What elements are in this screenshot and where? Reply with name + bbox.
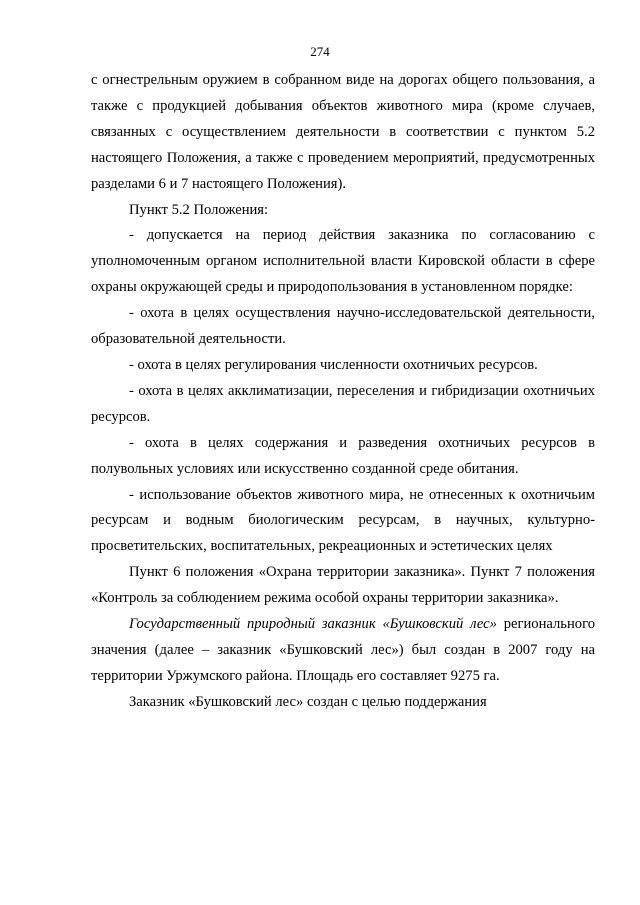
page-number: 274	[310, 44, 330, 59]
list-item-breeding: - охота в целях содержания и разведения охотничьих ресурсов в полувольных условиях или искусственно созданной среде обитания.	[91, 434, 595, 477]
list-item-research-hunting: - охота в целях осуществления научно-исследовательской деятельности, образовательной деятельности.	[91, 305, 595, 348]
paragraph-reserve-description	[91, 612, 595, 690]
paragraph-clause-5-2-heading: Пункт 5.2 Положения:	[129, 201, 269, 218]
paragraph-clauses-6-7: Пункт 6 положения «Охрана территории заказника». Пункт 7 положения «Контроль за соблюдением режима особой охраны территории заказника».	[91, 564, 595, 607]
list-item-acclimatization: - охота в целях акклиматизации, переселения и гибридизации охотничьих ресурсов.	[91, 382, 595, 425]
list-item-wildlife-use: - использование объектов животного мира, не отнесенных к охотничьим ресурсам и водным биологическим ресурсам, в научных, культурно-просветительских, воспитательных, рекреационных и эстетических целях	[91, 486, 595, 555]
reserve-description-text: регионального значения (далее – заказник «Бушковский лес») был создан в 2007 году на территории Уржумского района. Площадь его составляет 9275 га.	[91, 616, 595, 684]
reserve-name: Государственный природный заказник «Бушковский лес»	[129, 616, 497, 633]
paragraph-permitted-activities: - допускается на период действия заказника по согласованию с уполномоченным органом исполнительной власти Кировской области в сфере охраны окружающей среды и природопользования в установленном порядке:	[91, 227, 595, 296]
list-item-population-regulation: - охота в целях регулирования численности охотничьих ресурсов.	[129, 356, 538, 373]
document-body	[91, 68, 595, 716]
paragraph-continuation: с огнестрельным оружием в собранном виде на дорогах общего пользования, а также с продукцией добывания объектов животного мира (кроме случаев, связанных с осуществлением деятельности в соответствии с пунктом 5.2 настоящего Положения, а также с проведением мероприятий, предусмотренных разделами 6 и 7 настоящего Положения).	[91, 72, 595, 192]
paragraph-reserve-purpose: Заказник «Бушковский лес» создан с целью поддержания	[129, 693, 487, 710]
